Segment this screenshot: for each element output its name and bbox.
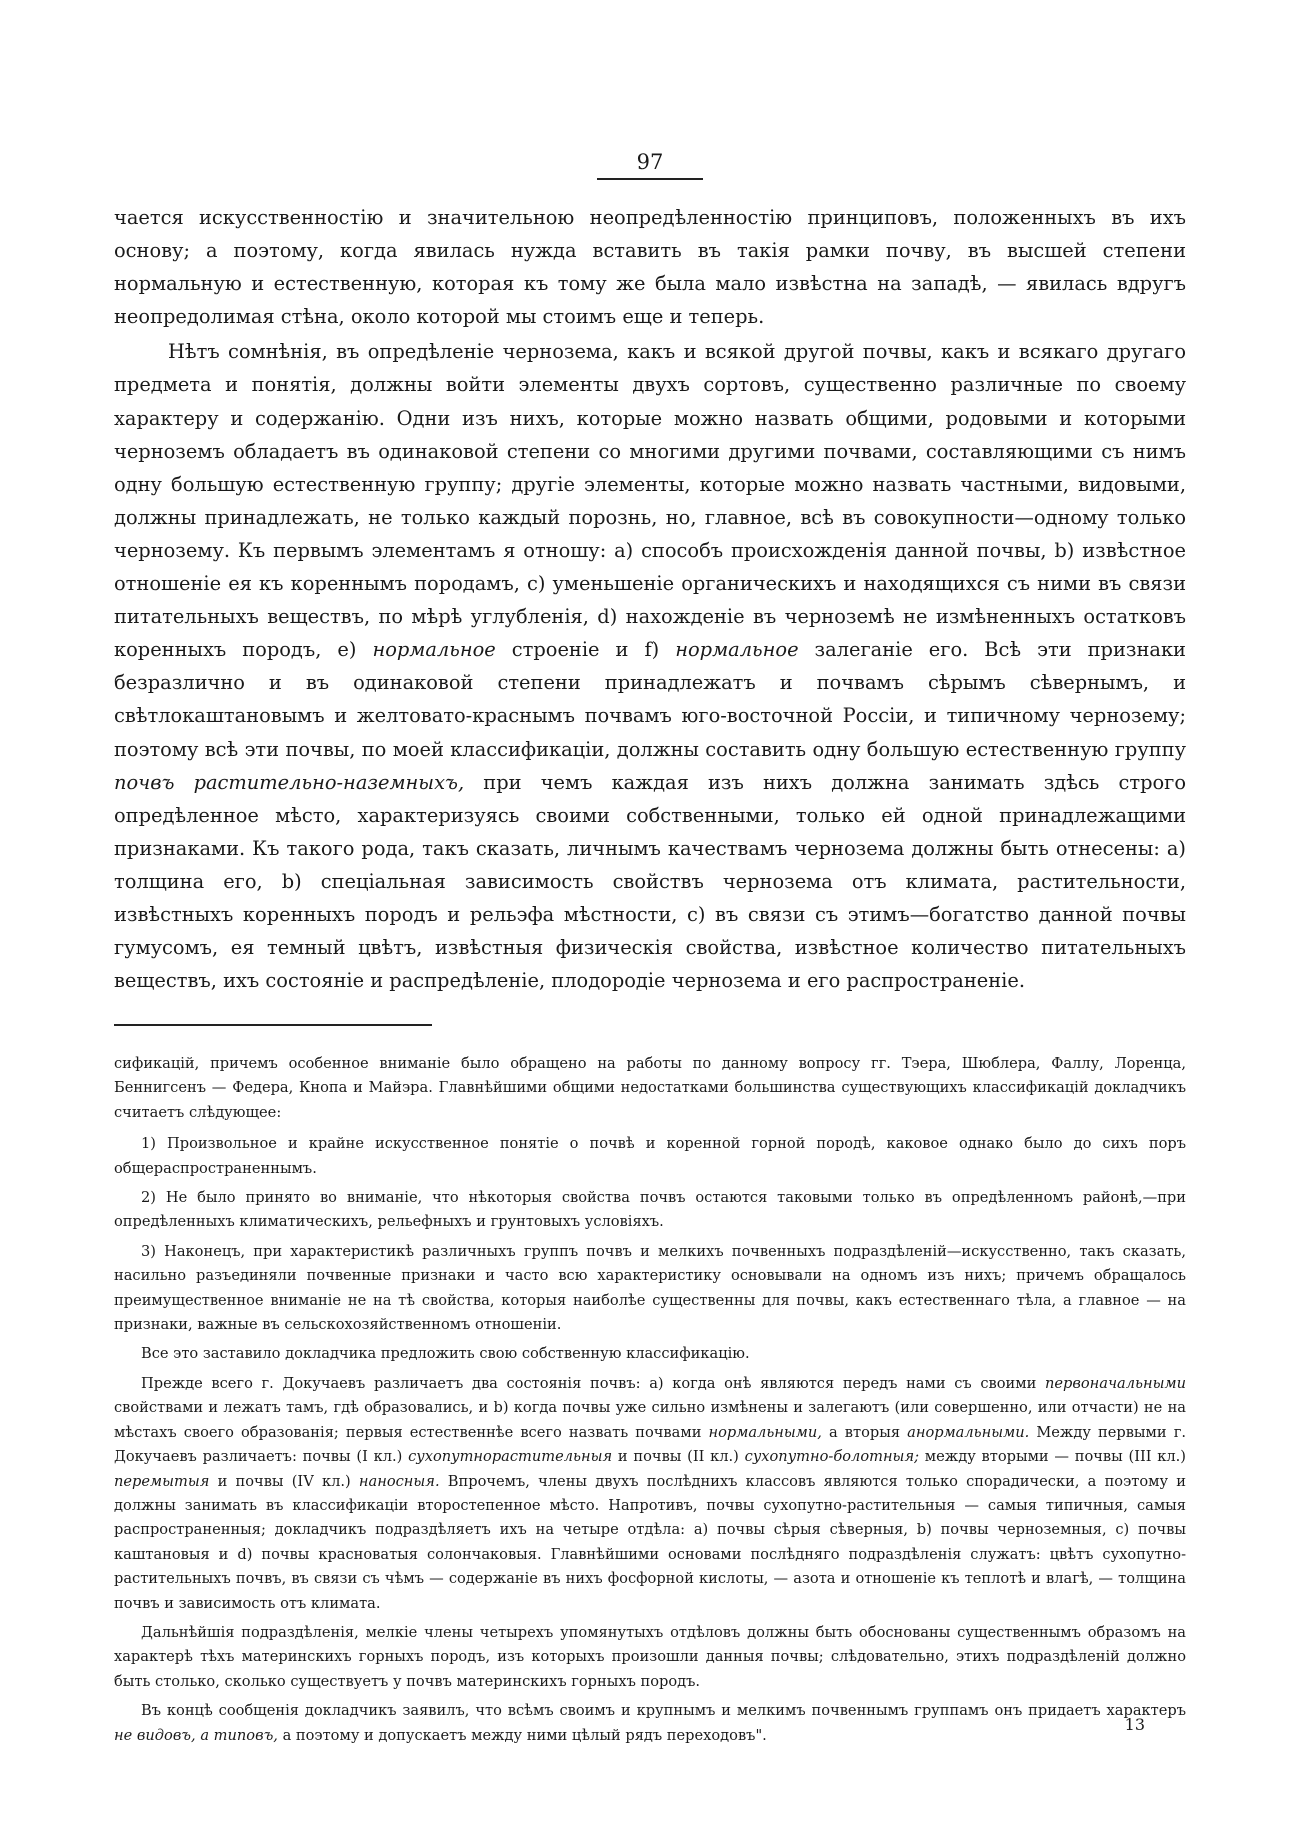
footnote-continuation: сификацій, причемъ особенное вниманіе было обращено на работы по данному вопросу гг. Тэера, Шюблера, Фаллу, Лоренца, Беннигсенъ — Федера, Кнопа и Майэра. Главнѣйшими общими недостатками большинства существующихъ классификацій докладчикъ считаетъ слѣдующее: [114, 1055, 1186, 1121]
text-run: между вторыми — почвы (III кл.) [919, 1448, 1186, 1466]
italic-term: нормальное [675, 638, 799, 662]
footnote-paragraph [114, 1699, 1186, 1748]
italic-term: не видовъ, а типовъ, [114, 1726, 278, 1744]
text-run: Прежде всего г. Докучаевъ различаетъ два состоянія почвъ: а) когда онѣ являются передъ нами съ своими [141, 1374, 1045, 1392]
main-text [114, 201, 1186, 999]
text-run: а поэтому и допускаетъ между ними цѣлый рядъ переходовъ". [277, 1726, 767, 1744]
main-paragraph-2 [114, 335, 1186, 997]
main-paragraph-1: чается искусственностію и значительною неопредѣленностію принциповъ, положенныхъ въ ихъ основу; а поэтому, когда явилась нужда вставить въ такія рамки почву, въ высшей степени нормальную и естественную, которая къ тому же была мало извѣстна на западѣ, — явилась вдругъ неопредолимая стѣна, около которой мы стоимъ еще и теперь. [114, 206, 1186, 329]
italic-term: нормальными, [708, 1423, 822, 1441]
text-run: строеніе и f) [495, 638, 676, 662]
italic-term: перемытыя [114, 1472, 210, 1490]
italic-term: нормальное [372, 638, 496, 662]
text-run: а вторыя [821, 1423, 908, 1441]
italic-term: анормальными. [907, 1423, 1030, 1441]
footnote-separator [114, 1024, 432, 1026]
italic-term: наносныя. [358, 1472, 440, 1490]
footnotes [114, 1052, 1186, 1753]
text-run: Нѣтъ сомнѣнія, въ опредѣленіе чернозема, какъ и всякой другой почвы, какъ и всякаго другаго предмета и понятія, должны войти элементы двухъ сортовъ, существенно различные по своему характеру и содержанію. Одни изъ нихъ, которые можно назвать общими, родовыми и которыми черноземъ обладаетъ въ одинаковой степени со многими другими почвами, составляющими съ нимъ одну большую естественную группу; другіе элементы, которые можно назвать частными, видовыми, должны принадлежать, не только каждый порознь, но, главное, всѣ въ совокупности—одному только чернозему. Къ первымъ элементамъ я отношу: а) способъ происхожденія данной почвы, b) извѣстное отношеніе ея къ кореннымъ породамъ, c) уменьшеніе органическихъ и находящихся съ ними въ связи питательныхъ веществъ, по мѣрѣ углубленія, d) нахожденіе въ черноземѣ не измѣненныхъ остатковъ коренныхъ породъ, e) [114, 340, 1186, 662]
text-run: при чемъ каждая изъ нихъ должна занимать здѣсь строго опредѣленное мѣсто, характеризуясь своими собственными, только ей одной принадлежащими признаками. Къ такого рода, такъ сказать, личнымъ качествамъ чернозема должны быть отнесены: а) толщина его, b) спеціальная зависимость свойствъ чернозема отъ климата, растительности, извѣстныхъ коренныхъ породъ и рельэфа мѣстности, c) въ связи съ этимъ—богатство данной почвы гумусомъ, ея темный цвѣтъ, извѣстныя физическія свойства, извѣстное количество питательныхъ веществъ, ихъ состояніе и распредѣленіе, плодородіе чернозема и его распространеніе. [114, 770, 1186, 993]
italic-term: почвъ растительно-наземныхъ, [114, 770, 465, 794]
italic-term: первоначальными [1045, 1374, 1186, 1392]
text-run: и почвы (II кл.) [612, 1448, 745, 1466]
text-run: Впрочемъ, члены двухъ послѣднихъ классовъ являются только спорадически, а поэтому и должны занимать въ классификаціи второстепенное мѣсто. Напротивъ, почвы сухопутно-растительныя — самыя типичныя, самыя распространенныя; докладчикъ подраздѣляетъ ихъ на четыре отдѣла: а) почвы сѣрыя сѣверныя, b) почвы черноземныя, c) почвы каштановыя и d) почвы красноватыя солончаковыя. Главнѣйшими основами послѣдняго подраздѣленія служатъ: цвѣтъ сухопутно-растительныхъ почвъ, въ связи съ чѣмъ — содержаніе въ нихъ фосфорной кислоты, — азота и отношеніе къ теплотѣ и влагѣ, — толщина почвъ и зависимость отъ климата. [114, 1472, 1186, 1612]
text-run: залеганіе его. Всѣ эти признаки безразлично и въ одинаковой степени принадлежатъ и почвамъ сѣрымъ сѣвернымъ, и свѣтлокаштановымъ и желтовато-краснымъ почвамъ юго-восточной Россіи, и типичному чернозему; поэтому всѣ эти почвы, по моей классификаціи, должны составить одну большую естественную группу [114, 638, 1186, 761]
italic-term: сухопутнорастительныя [408, 1448, 613, 1466]
page-number: 97 [636, 150, 664, 174]
text-run: свойствами и лежатъ тамъ, гдѣ образовались, и b) когда почвы уже сильно измѣнены и залегаютъ (или совершенно, или отчасти) не на мѣстахъ своего образованія; первыя естественнѣе всего назвать почвами [114, 1399, 1186, 1441]
italic-term: сухопутно-болотныя; [744, 1448, 920, 1466]
footnote-paragraph [114, 1372, 1186, 1616]
text-run: Въ концѣ сообщенія докладчикъ заявилъ, что всѣмъ своимъ и крупнымъ и мелкимъ почвеннымъ группамъ онъ придаетъ характеръ [141, 1702, 1186, 1720]
text-run: и почвы (IV кл.) [209, 1472, 359, 1490]
text-run: Между первыми г. Докучаевъ различаетъ: почвы (I кл.) [114, 1423, 1186, 1466]
footnote-paragraph: Все это заставило докладчика предложить свою собственную классификацію. [141, 1345, 750, 1363]
footnote-point-2: 2) Не было принято во вниманіе, что нѣкоторыя свойства почвъ остаются таковыми только въ опредѣленномъ районѣ,—при опредѣленныхъ климатическихъ, рельефныхъ и грунтовыхъ условіяхъ. [114, 1189, 1186, 1231]
footnote-point-1: 1) Произвольное и крайне искусственное понятіе о почвѣ и коренной горной породѣ, каковое однако было до сихъ поръ общераспространеннымъ. [114, 1135, 1186, 1177]
footnote-paragraph: Дальнѣйшія подраздѣленія, мелкіе члены четырехъ упомянутыхъ отдѣловъ должны быть обоснованы существеннымъ образомъ на характерѣ тѣхъ материнскихъ горныхъ породъ, изъ которыхъ произошли данныя почвы; слѣдовательно, этихъ подраздѣленій должно быть столько, сколько существуетъ у почвъ материнскихъ горныхъ породъ. [114, 1623, 1186, 1690]
signature-mark: 13 [1124, 1715, 1145, 1734]
page-number-rule [597, 178, 703, 180]
footnote-point-3: 3) Наконецъ, при характеристикѣ различныхъ группъ почвъ и мелкихъ почвенныхъ подраздѣленій—искусственно, такъ сказать, насильно разъединяли почвенные признаки и часто всю характеристику основывали на одномъ изъ нихъ; причемъ обращалось преимущественное вниманіе не на тѣ свойства, которыя наиболѣе существенны для почвы, какъ естественнаго тѣла, а главное — на признаки, важные въ сельскохозяйственномъ отношеніи. [114, 1242, 1186, 1334]
